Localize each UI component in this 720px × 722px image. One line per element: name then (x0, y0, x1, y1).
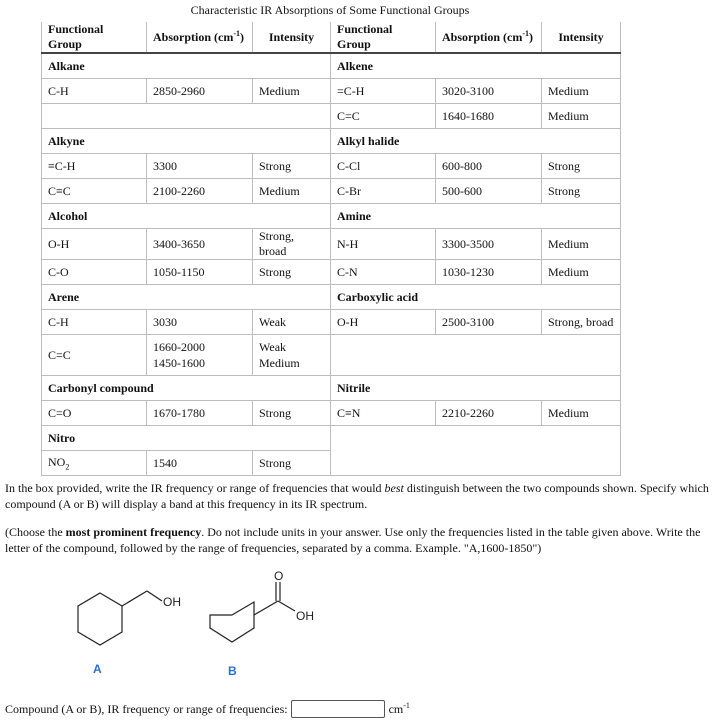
cell-fg: C-Br (331, 179, 436, 204)
cell-abs: 3030 (147, 310, 253, 335)
group-carboxylic-acid: Carboxylic acid (331, 285, 621, 310)
cell-int: Medium (542, 79, 621, 104)
table-row (42, 335, 621, 376)
header-functional-group-2: Functional Group (331, 22, 436, 53)
answer-prompt: Compound (A or B), IR frequency or range of frequencies: (5, 701, 288, 716)
cell-fg: C=O (42, 401, 147, 426)
cell-int: Medium (542, 260, 621, 285)
cell-fg: N-H (331, 229, 436, 260)
table-row (42, 129, 621, 154)
cell-fg: C≡N (331, 401, 436, 426)
group-arene: Arene (42, 285, 331, 310)
cell-int: Strong (253, 401, 331, 426)
cell-abs: 1670-1780 (147, 401, 253, 426)
cell-int: Medium (542, 104, 621, 129)
cell-int: Strong (542, 154, 621, 179)
cell-int: Strong (253, 260, 331, 285)
cell-abs: 3300-3500 (436, 229, 542, 260)
cell-abs: 1660-2000 1450-1600 (147, 335, 253, 376)
answer-row (5, 700, 410, 718)
cell-fg: C-H (42, 79, 147, 104)
group-nitrile: Nitrile (331, 376, 621, 401)
compound-b-label: B (228, 664, 237, 678)
group-alkane: Alkane (42, 53, 331, 79)
cell-fg: O-H (42, 229, 147, 260)
answer-input[interactable] (291, 700, 385, 718)
oh-label-a: OH (163, 595, 181, 609)
header-absorption: Absorption $(cm^{-1})$ (147, 22, 253, 53)
cell-int: Strong (542, 179, 621, 204)
cell-fg: ≡C-H (42, 154, 147, 179)
oh-label-b: OH (296, 609, 314, 623)
table-row (42, 310, 621, 335)
cell-fg: C-H (42, 310, 147, 335)
cell-abs: 1050-1150 (147, 260, 253, 285)
table-row (42, 179, 621, 204)
cell-abs: 600-800 (436, 154, 542, 179)
table-row (42, 426, 621, 451)
cell-fg: C≡C (42, 179, 147, 204)
cell-fg: $NO_2$ (42, 451, 147, 476)
cell-abs: 2100-2260 (147, 179, 253, 204)
group-amine: Amine (331, 204, 621, 229)
instruction-note: (Choose the most prominent frequency. Do not include units in your answer. Use only the frequencies listed in the table given above. Write the letter of the compound, followed by the range of frequencies, separated by a comma. Example. "A,1600-1850") (5, 525, 701, 555)
cell-fg: =C-H (331, 79, 436, 104)
group-alkyne: Alkyne (42, 129, 331, 154)
cell-int: Medium (542, 229, 621, 260)
cell-fg: C-O (42, 260, 147, 285)
cyclohexane-ring-b (210, 602, 254, 642)
answer-unit: $cm^{-1}$ (388, 701, 410, 716)
cell-abs: 2850-2960 (147, 79, 253, 104)
table-row (42, 204, 621, 229)
cell-int: Medium (542, 401, 621, 426)
instruction-paragraph: In the box provided, write the IR frequency or range of frequencies that would best distinguish between the two compounds shown. Specify which compound (A or B) will display a band at this frequency in its IR spectrum. (5, 481, 709, 511)
cell-int: Medium (253, 79, 331, 104)
table-row (42, 229, 621, 260)
table-row (42, 285, 621, 310)
cell-int: Medium (253, 179, 331, 204)
table-header-row (42, 22, 621, 53)
group-alkyl-halide: Alkyl halide (331, 129, 621, 154)
cell-int: Weak (253, 310, 331, 335)
cell-fg: C-N (331, 260, 436, 285)
cell-abs: 1640-1680 (436, 104, 542, 129)
o-label-b: O (274, 569, 284, 583)
header-intensity: Intensity (253, 22, 331, 53)
cell-int: Strong (253, 154, 331, 179)
cell-int: Weak Medium (253, 335, 331, 376)
group-alkene: Alkene (331, 53, 621, 79)
table-row (42, 104, 621, 129)
cell-abs: 3300 (147, 154, 253, 179)
ir-absorption-table (41, 22, 621, 476)
cell-abs: 1030-1230 (436, 260, 542, 285)
group-carbonyl: Carbonyl compound (42, 376, 331, 401)
cell-abs: 500-600 (436, 179, 542, 204)
table-row (42, 53, 621, 79)
table-row (42, 79, 621, 104)
molecule-b-structure (195, 565, 335, 675)
cell-fg: C-Cl (331, 154, 436, 179)
cyclohexane-ring-a (78, 593, 122, 645)
empty-cell (331, 426, 621, 476)
empty-cell (42, 104, 331, 129)
cell-fg: O-H (331, 310, 436, 335)
bond-ch2-oh (147, 591, 162, 601)
cell-fg: C=C (331, 104, 436, 129)
header-intensity-2: Intensity (542, 22, 621, 53)
cell-abs: 2210-2260 (436, 401, 542, 426)
table-row (42, 260, 621, 285)
cell-int: Strong (253, 451, 331, 476)
group-alcohol: Alcohol (42, 204, 331, 229)
compound-a-label: A (93, 662, 102, 676)
cell-abs: 1540 (147, 451, 253, 476)
header-absorption-2: Absorption $(cm^{-1})$ (436, 22, 542, 53)
table-row (42, 376, 621, 401)
bond-c-oh (278, 601, 295, 611)
table-row (42, 401, 621, 426)
header-functional-group: Functional Group (42, 22, 147, 53)
cell-fg: C=C (42, 335, 147, 376)
cell-abs: 3020-3100 (436, 79, 542, 104)
bond-ring-cooh (254, 601, 278, 615)
table-row (42, 154, 621, 179)
cell-abs: 3400-3650 (147, 229, 253, 260)
table-caption: Characteristic IR Absorptions of Some Functional Groups (190, 3, 470, 17)
molecule-a-structure (60, 575, 200, 685)
cell-abs: 2500-3100 (436, 310, 542, 335)
cell-int: Strong, broad (542, 310, 621, 335)
bond-ring-ch2 (122, 591, 147, 606)
empty-cell (331, 335, 621, 376)
cell-int: Strong, broad (253, 229, 331, 260)
group-nitro: Nitro (42, 426, 331, 451)
